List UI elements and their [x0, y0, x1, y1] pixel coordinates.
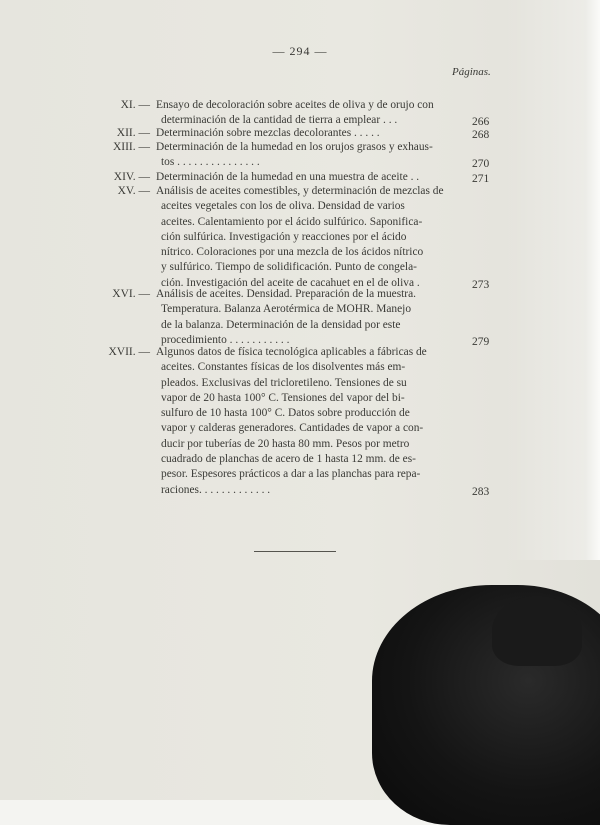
- toc-entry-line: Ensayo de decoloración sobre aceites de oliva y de orujo con: [156, 99, 434, 111]
- toc-entry-page: 268: [472, 129, 490, 141]
- toc-entry: [0, 170, 600, 185]
- toc-entry-line: vapor de 20 hasta 100° C. Tensiones del vapor del bi-: [161, 391, 405, 404]
- toc-entry-line: cuadrado de planchas de acero de 1 hasta 12 mm. de es-: [161, 453, 416, 466]
- toc-entry-line: tos . . . . . . . . . . . . . . .: [161, 156, 260, 169]
- toc-entry-text: [156, 140, 456, 171]
- toc-entry-line: nítrico. Coloraciones por una mezcla de los ácidos nítrico: [161, 246, 424, 259]
- toc-entry-line: determinación de la cantidad de tierra a emplear . . .: [161, 114, 398, 127]
- toc-entry-number: XV. —: [117, 185, 150, 197]
- toc-entry-number: XVI. —: [112, 288, 150, 300]
- toc-entry: [0, 287, 600, 348]
- toc-entry-line: procedimiento . . . . . . . . . . .: [161, 333, 290, 346]
- toc-entry-text: [156, 184, 456, 291]
- toc-entry-line: y sulfúrico. Tiempo de solidificación. Punto de congela-: [161, 261, 417, 274]
- toc-entry-line: vapor y calderas generadores. Cantidades de vapor a con-: [161, 422, 424, 435]
- toc-entry-line: aceites vegetales con los de oliva. Densidad de varios: [161, 200, 405, 213]
- toc-entry: [0, 126, 600, 141]
- toc-entry-line: pleados. Exclusivas del tricloretileno. Tensiones de su: [161, 376, 407, 389]
- toc-entry-number: XIII. —: [112, 141, 150, 153]
- toc-entry-page: 283: [472, 485, 490, 498]
- toc-entry-line: Temperatura. Balanza Aerotérmica de MOHR. Manejo: [161, 303, 412, 316]
- toc-entry-text: [156, 170, 456, 185]
- toc-entry-text: [156, 287, 456, 348]
- toc-entry-line: de la balanza. Determinación de la densidad por este: [161, 318, 401, 331]
- toc-entry-line: Determinación de la humedad en una muestra de aceite . .: [156, 171, 420, 183]
- toc-entry-text: [156, 126, 456, 141]
- toc-entry-line: ción. Investigación del aceite de cacahuet en el de oliva .: [161, 276, 420, 289]
- end-rule-divider: [254, 551, 336, 552]
- toc-entry-line: Algunos datos de física tecnológica aplicables a fábricas de: [156, 346, 427, 358]
- toc-entry: [0, 184, 600, 291]
- toc-entry-line: Determinación sobre mezclas decolorantes . . . . .: [156, 127, 380, 139]
- toc-entry-number: XIV. —: [113, 171, 150, 183]
- toc-entry-number: XI. —: [120, 99, 150, 111]
- toc-entry-page: 279: [472, 335, 490, 348]
- toc-entry-line: aceites. Constantes físicas de los disolventes más em-: [161, 361, 406, 374]
- toc-entry-page: 273: [472, 278, 490, 291]
- page-number: — 294 —: [272, 44, 328, 58]
- toc-entry-line: pesor. Espesores prácticos a dar a las planchas para repa-: [161, 468, 421, 481]
- toc-entry-text: [156, 345, 456, 498]
- glove-finger: [492, 596, 582, 666]
- toc-entry-line: raciones. . . . . . . . . . . . .: [161, 483, 271, 496]
- pages-column-header: Páginas.: [452, 66, 491, 78]
- toc-entry: [0, 345, 600, 498]
- toc-entry-number: XII. —: [116, 127, 150, 139]
- toc-entry-page: 266: [472, 116, 490, 129]
- toc-entry-line: Análisis de aceites comestibles, y determinación de mezclas de: [156, 185, 444, 197]
- toc-entry-page: 271: [472, 173, 490, 185]
- toc-entry-number: XVII. —: [108, 346, 150, 358]
- toc-entry-page: 270: [472, 158, 490, 171]
- toc-entry: [0, 140, 600, 171]
- toc-entry-line: ducir por tuberías de 20 hasta 80 mm. Pesos por metro: [161, 437, 410, 450]
- toc-entry-line: ción sulfúrica. Investigación y reacciones por el ácido: [161, 230, 407, 243]
- toc-entry-line: Análisis de aceites. Densidad. Preparación de la muestra.: [156, 288, 416, 300]
- toc-entry-line: aceites. Calentamiento por el ácido sulfúrico. Saponifica-: [161, 215, 423, 228]
- toc-entry-text: [156, 98, 456, 129]
- toc-entry-line: Determinación de la humedad en los orujos grasos y exhaus-: [156, 141, 433, 153]
- toc-entry-line: sulfuro de 10 hasta 100° C. Datos sobre producción de: [161, 407, 410, 420]
- toc-entry: [0, 98, 600, 129]
